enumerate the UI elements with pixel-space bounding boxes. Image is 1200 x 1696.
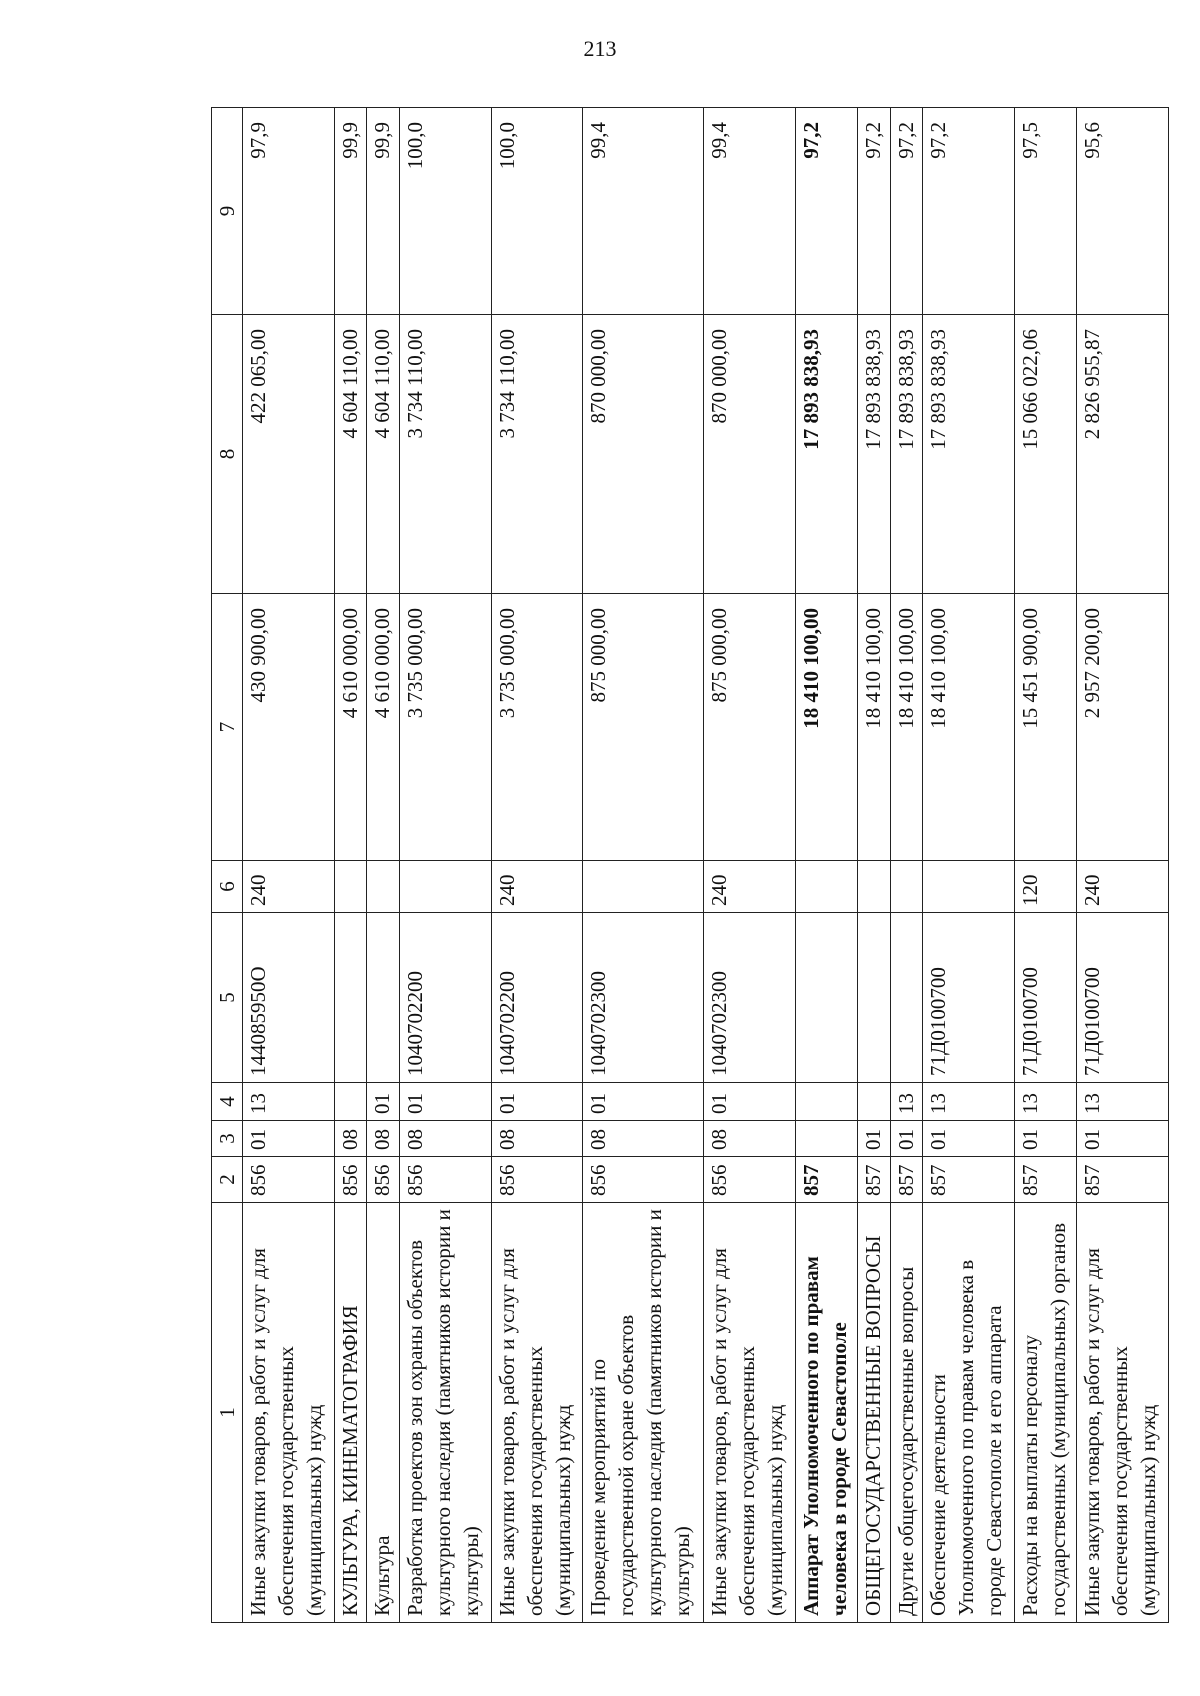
execution-percent-cell: 95,6: [1077, 108, 1169, 315]
execution-percent-cell: 97,2: [796, 108, 858, 315]
table-row: [334, 108, 367, 1623]
section-code-cell: 01: [890, 1121, 923, 1157]
planned-amount-cell: 4 610 000,00: [367, 594, 400, 861]
section-code-cell: 01: [923, 1121, 1015, 1157]
subsection-code-cell: 01: [583, 1083, 704, 1121]
section-code-cell: [796, 1121, 858, 1157]
table-row: [243, 108, 335, 1623]
item-name-cell: Разработка проектов зон охраны объектов культурного наследия (памятников истории и культуры): [399, 1203, 491, 1623]
item-name-cell: Обеспечение деятельности Уполномоченного по правам человека в городе Севастополе и его аппарата: [923, 1203, 1015, 1623]
admin-code-cell: 857: [858, 1157, 891, 1203]
header-cell-3: 3: [212, 1121, 243, 1157]
executed-amount-cell: 17 893 838,93: [923, 315, 1015, 594]
admin-code-cell: 856: [367, 1157, 400, 1203]
admin-code-cell: 856: [583, 1157, 704, 1203]
executed-amount-cell: 17 893 838,93: [796, 315, 858, 594]
subsection-code-cell: 13: [923, 1083, 1015, 1121]
item-name-cell: Расходы на выплаты персоналу государственных (муниципальных) органов: [1015, 1203, 1077, 1623]
section-code-cell: 08: [583, 1121, 704, 1157]
header-cell-2: 2: [212, 1157, 243, 1203]
target-article-cell: 1040702300: [704, 913, 796, 1083]
target-article-cell: 71Д0100700: [923, 913, 1015, 1083]
expense-type-cell: [334, 861, 367, 913]
execution-percent-cell: 99,9: [334, 108, 367, 315]
target-article-cell: 71Д0100700: [1077, 913, 1169, 1083]
expense-type-cell: 240: [491, 861, 583, 913]
target-article-cell: 1040702200: [491, 913, 583, 1083]
admin-code-cell: 856: [334, 1157, 367, 1203]
planned-amount-cell: 875 000,00: [583, 594, 704, 861]
target-article-cell: 71Д0100700: [1015, 913, 1077, 1083]
section-code-cell: 01: [1015, 1121, 1077, 1157]
executed-amount-cell: 422 065,00: [243, 315, 335, 594]
section-code-cell: 08: [491, 1121, 583, 1157]
execution-percent-cell: 97,5: [1015, 108, 1077, 315]
subsection-code-cell: 01: [491, 1083, 583, 1121]
header-row: [212, 108, 243, 1623]
item-name-cell: Иные закупки товаров, работ и услуг для обеспечения государственных (муниципальных) нужд: [491, 1203, 583, 1623]
admin-code-cell: 857: [796, 1157, 858, 1203]
executed-amount-cell: 870 000,00: [704, 315, 796, 594]
admin-code-cell: 857: [890, 1157, 923, 1203]
expense-type-cell: [583, 861, 704, 913]
table-row: [583, 108, 704, 1623]
executed-amount-cell: 4 604 110,00: [367, 315, 400, 594]
expense-type-cell: [890, 861, 923, 913]
subsection-code-cell: 01: [367, 1083, 400, 1121]
item-name-cell: Другие общегосударственные вопросы: [890, 1203, 923, 1623]
expense-type-cell: 240: [704, 861, 796, 913]
execution-percent-cell: 99,9: [367, 108, 400, 315]
table-body: [243, 108, 1169, 1623]
item-name-cell: КУЛЬТУРА, КИНЕМАТОГРАФИЯ: [334, 1203, 367, 1623]
execution-percent-cell: 99,4: [583, 108, 704, 315]
item-name-cell: Иные закупки товаров, работ и услуг для обеспечения государственных (муниципальных) нужд: [704, 1203, 796, 1623]
target-article-cell: 1040702300: [583, 913, 704, 1083]
section-code-cell: 08: [367, 1121, 400, 1157]
subsection-code-cell: 01: [399, 1083, 491, 1121]
expense-type-cell: [796, 861, 858, 913]
execution-percent-cell: 99,4: [704, 108, 796, 315]
executed-amount-cell: 4 604 110,00: [334, 315, 367, 594]
subsection-code-cell: 13: [1015, 1083, 1077, 1121]
execution-percent-cell: 97,2: [858, 108, 891, 315]
target-article-cell: [858, 913, 891, 1083]
subsection-code-cell: 13: [890, 1083, 923, 1121]
planned-amount-cell: 4 610 000,00: [334, 594, 367, 861]
target-article-cell: 144085950О: [243, 913, 335, 1083]
expense-type-cell: [923, 861, 1015, 913]
section-code-cell: 08: [334, 1121, 367, 1157]
execution-percent-cell: 100,0: [399, 108, 491, 315]
table-row: [491, 108, 583, 1623]
execution-percent-cell: 97,2: [923, 108, 1015, 315]
target-article-cell: [890, 913, 923, 1083]
table-row: [1077, 108, 1169, 1623]
planned-amount-cell: 18 410 100,00: [923, 594, 1015, 861]
subsection-code-cell: [334, 1083, 367, 1121]
header-cell-5: 5: [212, 913, 243, 1083]
executed-amount-cell: 3 734 110,00: [399, 315, 491, 594]
execution-percent-cell: 100,0: [491, 108, 583, 315]
expense-type-cell: 240: [1077, 861, 1169, 913]
admin-code-cell: 856: [704, 1157, 796, 1203]
admin-code-cell: 857: [1015, 1157, 1077, 1203]
rotated-table-frame: [211, 108, 1169, 1623]
target-article-cell: [334, 913, 367, 1083]
planned-amount-cell: 3 735 000,00: [491, 594, 583, 861]
header-cell-9: 9: [212, 108, 243, 315]
planned-amount-cell: 18 410 100,00: [858, 594, 891, 861]
item-name-cell: ОБЩЕГОСУДАРСТВЕННЫЕ ВОПРОСЫ: [858, 1203, 891, 1623]
section-code-cell: 08: [399, 1121, 491, 1157]
planned-amount-cell: 875 000,00: [704, 594, 796, 861]
expense-type-cell: [399, 861, 491, 913]
expense-type-cell: [367, 861, 400, 913]
header-cell-6: 6: [212, 861, 243, 913]
execution-percent-cell: 97,2: [890, 108, 923, 315]
table-row: [704, 108, 796, 1623]
section-code-cell: 01: [858, 1121, 891, 1157]
section-code-cell: 08: [704, 1121, 796, 1157]
page-number: 213: [583, 36, 617, 61]
table-row: [1015, 108, 1077, 1623]
item-name-cell: Культура: [367, 1203, 400, 1623]
target-article-cell: [796, 913, 858, 1083]
table-row: [796, 108, 858, 1623]
header-cell-8: 8: [212, 315, 243, 594]
item-name-cell: Аппарат Уполномоченного по правам человека в городе Севастополе: [796, 1203, 858, 1623]
item-name-cell: Проведение мероприятий по государственной охране объектов культурного наследия (памятников истории и культуры): [583, 1203, 704, 1623]
table-container: [211, 108, 1169, 1623]
expense-type-cell: 120: [1015, 861, 1077, 913]
admin-code-cell: 857: [923, 1157, 1015, 1203]
subsection-code-cell: [858, 1083, 891, 1121]
subsection-code-cell: [796, 1083, 858, 1121]
target-article-cell: [367, 913, 400, 1083]
table-row: [923, 108, 1015, 1623]
planned-amount-cell: 430 900,00: [243, 594, 335, 861]
header-cell-1: 1: [212, 1203, 243, 1623]
item-name-cell: Иные закупки товаров, работ и услуг для обеспечения государственных (муниципальных) нужд: [1077, 1203, 1169, 1623]
executed-amount-cell: 2 826 955,87: [1077, 315, 1169, 594]
admin-code-cell: 857: [1077, 1157, 1169, 1203]
header-cell-4: 4: [212, 1083, 243, 1121]
subsection-code-cell: 01: [704, 1083, 796, 1121]
executed-amount-cell: 870 000,00: [583, 315, 704, 594]
subsection-code-cell: 13: [1077, 1083, 1169, 1121]
subsection-code-cell: 13: [243, 1083, 335, 1121]
item-name-cell: Иные закупки товаров, работ и услуг для обеспечения государственных (муниципальных) нужд: [243, 1203, 335, 1623]
planned-amount-cell: 3 735 000,00: [399, 594, 491, 861]
admin-code-cell: 856: [491, 1157, 583, 1203]
admin-code-cell: 856: [243, 1157, 335, 1203]
target-article-cell: 1040702200: [399, 913, 491, 1083]
executed-amount-cell: 17 893 838,93: [890, 315, 923, 594]
planned-amount-cell: 18 410 100,00: [890, 594, 923, 861]
expense-type-cell: 240: [243, 861, 335, 913]
execution-percent-cell: 97,9: [243, 108, 335, 315]
table-row: [858, 108, 891, 1623]
section-code-cell: 01: [243, 1121, 335, 1157]
expense-type-cell: [858, 861, 891, 913]
table-row: [367, 108, 400, 1623]
table-row: [890, 108, 923, 1623]
header-cell-7: 7: [212, 594, 243, 861]
executed-amount-cell: 3 734 110,00: [491, 315, 583, 594]
planned-amount-cell: 18 410 100,00: [796, 594, 858, 861]
planned-amount-cell: 2 957 200,00: [1077, 594, 1169, 861]
planned-amount-cell: 15 451 900,00: [1015, 594, 1077, 861]
admin-code-cell: 856: [399, 1157, 491, 1203]
table-row: [399, 108, 491, 1623]
executed-amount-cell: 15 066 022,06: [1015, 315, 1077, 594]
budget-table: [211, 107, 1169, 1623]
executed-amount-cell: 17 893 838,93: [858, 315, 891, 594]
section-code-cell: 01: [1077, 1121, 1169, 1157]
